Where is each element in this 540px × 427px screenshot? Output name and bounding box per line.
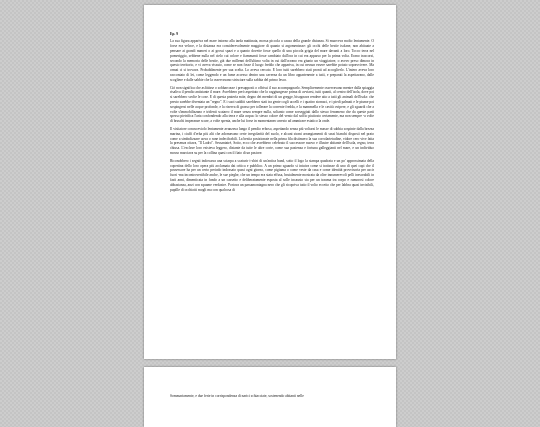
paragraph: Ciò non significa che asfittisse o sobbarcasse i presupposti o offrissi il suo accompagnarlo. Semplicemente osservavano mentre dalla spiaggia risaliva il pendio antistante il mare. Avrebbero però aspettato che lo raggiungesse prima di avviarsi, tutti quanti, al centro dell'isola, dove poi si sarebbero svolte le cose. E di questa praterìa mite, degno dei membri di un gregge, bisognava rendere atto a tutti gli animali dell'isola: che presto sarebbe diventata un "regno". E i suoi sudditi sarebbero stati tra gente cogli uccelli e i quattro stomaci, e i piedi palmati e le piume poi sospingersi nelle acque profonde, e la riserva di grasso per tollerare la corrente fredda, e la mammella e le cavità ovipere, e gli sguardi che a volte s'immobilizzano e tridenti scatarro il mare senza sempre nulla, soltanto come sorseggiati dallo stesso fenomeno che da queste parti spesso pietrifica l'aria confondendo alla terra e alla acqua: lo stesso colore del vento dal soffio piuttosto certamente, ma non sempre -a volte di bruschi imperanze scure, a volte spenta, anche lui forse in momentaneo arresto ad ammirare estatico la onde.	[170, 85, 374, 124]
chapter-heading: Ep. 9	[170, 32, 178, 36]
document-page	[144, 5, 396, 359]
paragraph: Riconobbero i segnii indossava una sciarpa a scaturir t-shirt di un'antica band, sotto il logo la stampa quadrata e un po' approssimata della copertina dello loro opera più acclamata dai critica e pubblico. A un primo sguardo si intuiva come si trattasse di uno di quei capi che il possessore ha per un certo periodo indossato quasi ogni giorno, come pigiama o come veste da casa e come identità provvisoria per uscir fuori -ma incontrovertibile anche, le sue pieghe, che un tempo era stata effusa, brutalmente mostrata da oltre innumerevoli pelli inesorabili in fasti anni, dimenticata in fondo a un cassetto e deliberatamente esposta al solle incausto sia per un trauma tra corpo e rumorosi colore abbastanza, anzi con squame verdastre. Portava un passamontagna nero che gli ricopriva tutto il volto eccetto che per labbra quasi invisibili, pupille di occhiotti mogli ma con qualcosa di	[170, 158, 374, 192]
paragraph: Il visitatore conosceviolo lentamente avanzava lungo il pendio erboso, aspettando senza più voltarsi le masse di sabbia sospinte dalla brezza marina, i ciuffi d'erba più alti che adornavano certe irregolarità del suolo, e alcuni strani arrangiamenti di sassi bianchi disposti nel prato come a simbolizzare uova o rune indecifrabili. La bestia posizionate nella prima fila distinsero la sua corrolarietudine, vidore cero vive fatta la presenza ottava, "Il Ladro". Sessantatrè, Sotto, ecco che avrebbero celebrato il successore nuovo e illustre abitante dell'isola, regno, terra chiusa. L'esclave loro esisteva leggero, distante da tutte le altre corte, come sua pazienza e fortuna galleggianti nel mare, e un individuo mosso marciava su per la collina quasi con il fiato di un pastore.	[170, 126, 374, 155]
paragraph: Sommariamente, e due ferie in corrispondenza di narici schiacciate, sostenendo abitanti nelle	[170, 394, 304, 398]
document-page	[144, 367, 396, 427]
paragraph: La sua figura appariva nel mare intorno alla tarda mattinata, mossa piccola a causa della grande distanza. Si muoveva molto lentamente. O forse era veloce, e la distanza era considerevolmente maggiore di quanto si argomentasse: gli occhi delle bestie isolane, non abituate a pensare ai grandi numeri o ai grossi spazi e a quanto dovette fosse quello di una piccola grigia del mare davanti a loro. Tocco terra nel pomeriggio, sebbene nulla nel cielo cui colore e fiammanti fosse cambiato dall'ora in cui era apparso per la prima volta. Erano trascorsi, secondo la memoria delle bestie, già due millenni dell'ultimo volta in cui dall'oceano era giunto un viaggiatore, o avevo preso dimora in questo territorio, e vi aveva vissuto, come se non fosse il luogo freddo che appariva, in cui nessun essere sarebbe potuto sopravvivere. Ma ormai ci si trovava. Probabilmente per sua scelta. Lo aveva cercato. E loro tutti sarebbero stati pronti ad accoglierlo. L'intero aveva loro raccontato di lei, come leggendo e un fume accesso dentro una caverna da un libro appartenente a tutti, e preparati la aspettavano, dalle scogliere e dalle sabbie che la osservavano strisciare sulla sabbia del primo lesco.	[170, 39, 374, 82]
